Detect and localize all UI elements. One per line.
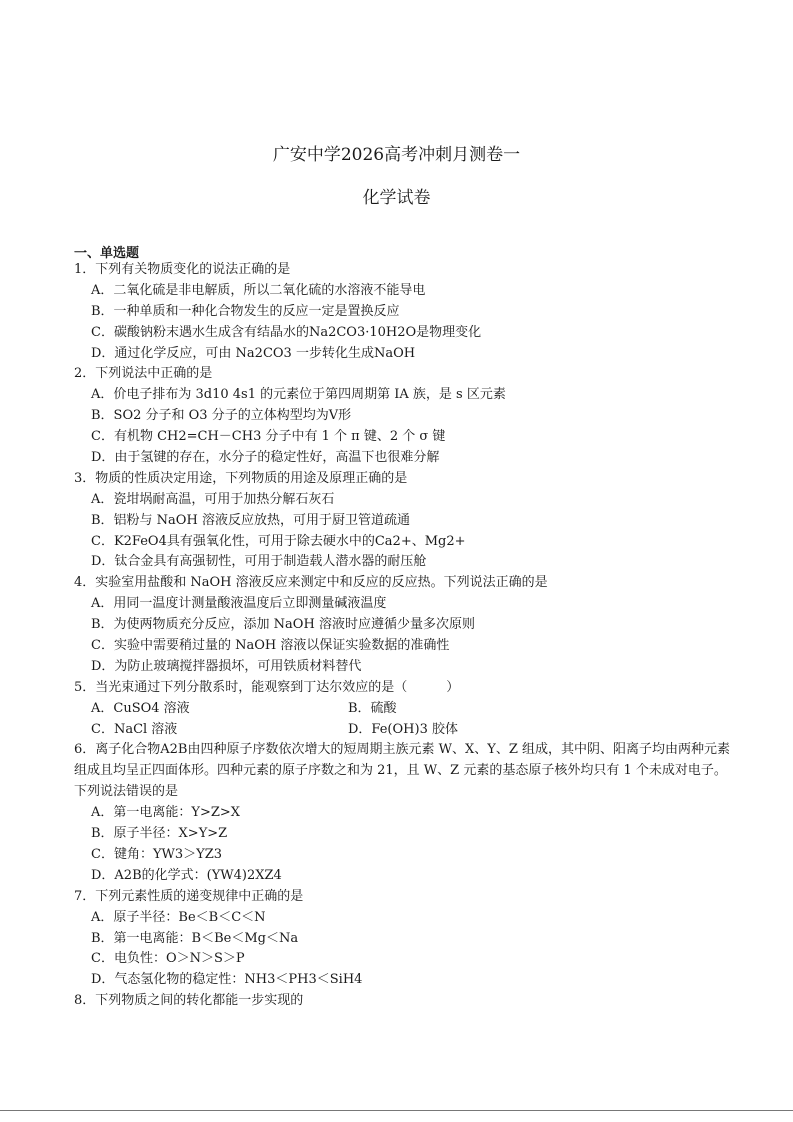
- question-1-option-d: D．通过化学反应，可由 Na2CO3 一步转化生成NaOH: [91, 345, 416, 361]
- question-2-stem: 2．下列说法中正确的是: [74, 366, 213, 382]
- question-5-options-row-2: [74, 720, 734, 741]
- question-5-option-d: D．Fe(OH)3 胶体: [348, 721, 458, 737]
- question-6-option-a: A．第一电离能：Y>Z>X: [91, 805, 241, 821]
- question-5-option-b: B．硫酸: [348, 700, 397, 716]
- page-bottom-rule: [0, 1110, 793, 1111]
- question-5-option-c: C．NaCl 溶液: [91, 721, 178, 737]
- exam-title: 广安中学2026高考冲刺月测卷一: [272, 145, 521, 165]
- question-7-option-d: D．气态氢化物的稳定性：NH3＜PH3＜SiH4: [91, 972, 363, 988]
- question-6-option-b: B．原子半径：X>Y>Z: [91, 826, 228, 842]
- question-3-stem: 3．物质的性质决定用途，下列物质的用途及原理正确的是: [74, 470, 408, 486]
- question-4-stem: 4．实验室用盐酸和 NaOH 溶液反应来测定中和反应的反应热。下列说法正确的是: [74, 575, 548, 591]
- question-7-option-a: A．原子半径：Be＜B＜C＜N: [91, 909, 266, 925]
- question-1-option-b: B．一种单质和一种化合物发生的反应一定是置换反应: [91, 303, 400, 319]
- question-4-option-a: A．用同一温度计测量酸液温度后立即测量碱液温度: [91, 596, 387, 612]
- question-2-option-a: A．价电子排布为 3d10 4s1 的元素位于第四周期第 IA 族，是 s 区元素: [91, 387, 506, 403]
- question-5-options-row-1: [74, 699, 734, 720]
- question-3-option-b: B．铝粉与 NaOH 溶液反应放热，可用于厨卫管道疏通: [91, 512, 410, 528]
- section-heading: 一、单选题: [74, 246, 140, 261]
- question-1-option-a: A．二氧化硫是非电解质，所以二氧化硫的水溶液不能导电: [91, 282, 426, 298]
- question-7-option-c: C．电负性：O＞N＞S＞P: [91, 951, 245, 967]
- question-7-stem: 7．下列元素性质的递变规律中正确的是: [74, 888, 304, 904]
- question-3-option-c: C．K2FeO4具有强氧化性，可用于除去硬水中的Ca2+、Mg2+: [91, 533, 466, 549]
- question-5-stem: 5．当光束通过下列分散系时，能观察到丁达尔效应的是（ ）: [74, 679, 460, 695]
- exam-subtitle: 化学试卷: [362, 188, 431, 208]
- question-4-option-c: C．实验中需要稍过量的 NaOH 溶液以保证实验数据的准确性: [91, 638, 450, 654]
- question-1-option-c: C．碳酸钠粉末遇水生成含有结晶水的Na2CO3·10H2O是物理变化: [91, 324, 482, 340]
- question-2-option-c: C．有机物 CH2=CH－CH3 分子中有 1 个 π 键、2 个 σ 键: [91, 429, 446, 445]
- question-4-option-d: D．为防止玻璃搅拌器损坏，可用铁质材料替代: [91, 658, 362, 674]
- question-3-option-d: D．钛合金具有高强韧性，可用于制造载人潜水器的耐压舱: [91, 554, 427, 570]
- question-3-option-a: A．瓷坩埚耐高温，可用于加热分解石灰石: [91, 491, 335, 507]
- question-5-option-a: A．CuSO4 溶液: [91, 700, 190, 716]
- question-8-stem: 8．下列物质之间的转化都能一步实现的: [74, 993, 304, 1009]
- question-6-option-d: D．A2B的化学式：(YW4)2XZ4: [91, 867, 282, 883]
- question-1-stem: 1．下列有关物质变化的说法正确的是: [74, 262, 291, 277]
- question-2-option-b: B．SO2 分子和 O3 分子的立体构型均为Ⅴ形: [91, 408, 352, 424]
- question-list: [74, 260, 734, 1012]
- question-7-option-b: B．第一电离能：B＜Be＜Mg＜Na: [91, 930, 299, 946]
- question-6-stem: 6．离子化合物A2B由四种原子序数依次增大的短周期主族元素 W、X、Y、Z 组成，其中阴、阳离子均由两种元素组成且均呈正四面体形。四种元素的原子序数之和为 21，且 W、Z 元素的基态原子核外均只有 1 个未成对电子。下列说法错误的是: [74, 742, 730, 800]
- question-2-option-d: D．由于氢键的存在，水分子的稳定性好，高温下也很难分解: [91, 450, 440, 466]
- question-4-option-b: B．为使两物质充分反应，添加 NaOH 溶液时应遵循少量多次原则: [91, 617, 475, 633]
- question-6-option-c: C．键角：YW3＞YZ3: [91, 846, 223, 862]
